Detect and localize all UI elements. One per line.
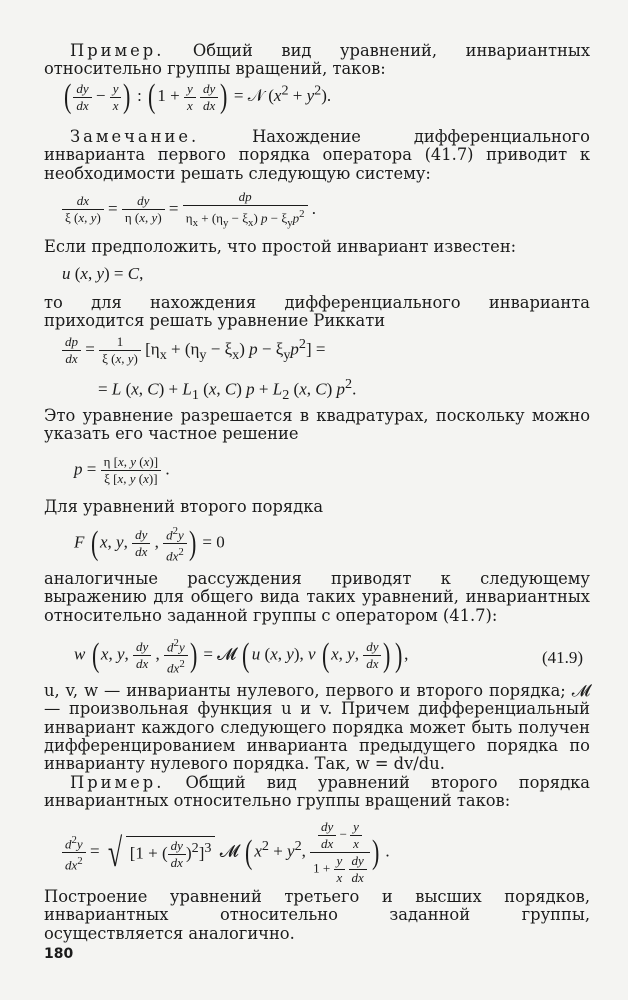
paragraph-assume: Если предположить, что простой инвариант известен: — [44, 237, 517, 256]
paragraph-higher-order: Построение уравнений третьего и высших порядков, инвариантных относительно заданной группы, осуществляется аналогично. — [44, 887, 590, 943]
equation-rotation-second-order: $\frac{d^2y}{dx^2}$ = √ [1 + ( $\frac{dy}{dx}$ )$^2$]$^3$ 𝓜 ( $x^2 + y^2$, $\frac{dy}{dx}$ − $\frac{y}{x}$ 1 + $\frac{y}{x}$ $\frac{dy}{dx}$ ) . — [62, 820, 390, 885]
equation-characteristic-system: $\frac{dx}{\xi (x, y)}$ = $\frac{dy}{\eta (x, y)}$ = dp $\eta_x + (\eta_y - \xi_x) p - \xi_yp^2$ . — [62, 190, 316, 230]
paragraph-example-1: Пример. Общий вид уравнений, инвариантных относительно группы вращений, таков: — [44, 41, 590, 79]
equation-riccati: $\frac{dp}{dx}$ = $\frac{1}{\xi (x, y)}$ $[\eta_x + (\eta_y - \xi_x) p - \xi_yp^2]$ = — [62, 335, 325, 366]
equation-41-9: w ( x, y, $\frac{dy}{dx}$ , $\frac{d^2y}{dx^2}$ ) = 𝓜 ( u (x, y), v ( x, y, $\frac{dy}{dx}$ ) ) , — [74, 636, 409, 676]
equation-particular-solution: p = $\frac{\eta [x, y (x)]}{\xi [x, y (x)]}$ . — [74, 454, 170, 486]
paragraph-remark: Замечание. Нахождение дифференциального инварианта первого порядка оператора (41.7) приводит к необходимости решать следующую систему: — [44, 127, 590, 183]
equation-rotation-first-order: ( $\frac{dy}{dx}$ − $\frac{y}{x}$ ) : ( 1 + $\frac{y}{x}$ $\frac{dy}{dx}$ ) = 𝒩 $(x^2 + y^2)$. — [63, 78, 332, 115]
paragraph-invariants: u, v, w — инварианты нулевого, первого и второго порядка; 𝓜 — произвольная функция u и v. Причем дифференциальный инвариант каждого следующего порядка может быть получен дифференцированием инварианта предыдущего порядка по инварианту нулевого порядка. Так, w = dv/du. — [44, 681, 590, 774]
paragraph-riccati-intro: то для нахождения дифференциального инварианта приходится решать уравнение Риккати — [44, 293, 590, 331]
equation-second-order-general: F ( x, y, $\frac{dy}{dx}$ , $\frac{d^2y}{dx^2}$ ) = 0 — [74, 524, 225, 564]
paragraph-second-order: Для уравнений второго порядка — [44, 497, 324, 516]
paragraph-quadratures: Это уравнение разрешается в квадратурах, поскольку можно указать его частное решение — [44, 406, 590, 444]
page-number: 180 — [44, 946, 74, 962]
equation-riccati-continuation: = L (x, $C) + L_1$ (x, C) $p + L_2$ (x, C) $p^2$. — [98, 376, 357, 404]
paragraph-example-2: Пример. Общий вид уравнений второго порядка инвариантных относительно группы вращений таков: — [44, 773, 590, 811]
sqrt-icon: √ — [107, 829, 122, 875]
equation-number: (41.9) — [542, 648, 584, 667]
equation-simple-invariant: u (x, y) = C, — [62, 264, 144, 283]
paragraph-analogous: аналогичные рассуждения приводят к следующему выражению для общего вида таких уравнений, инвариантных относительно заданной группы с оператором (41.7): — [44, 569, 590, 625]
